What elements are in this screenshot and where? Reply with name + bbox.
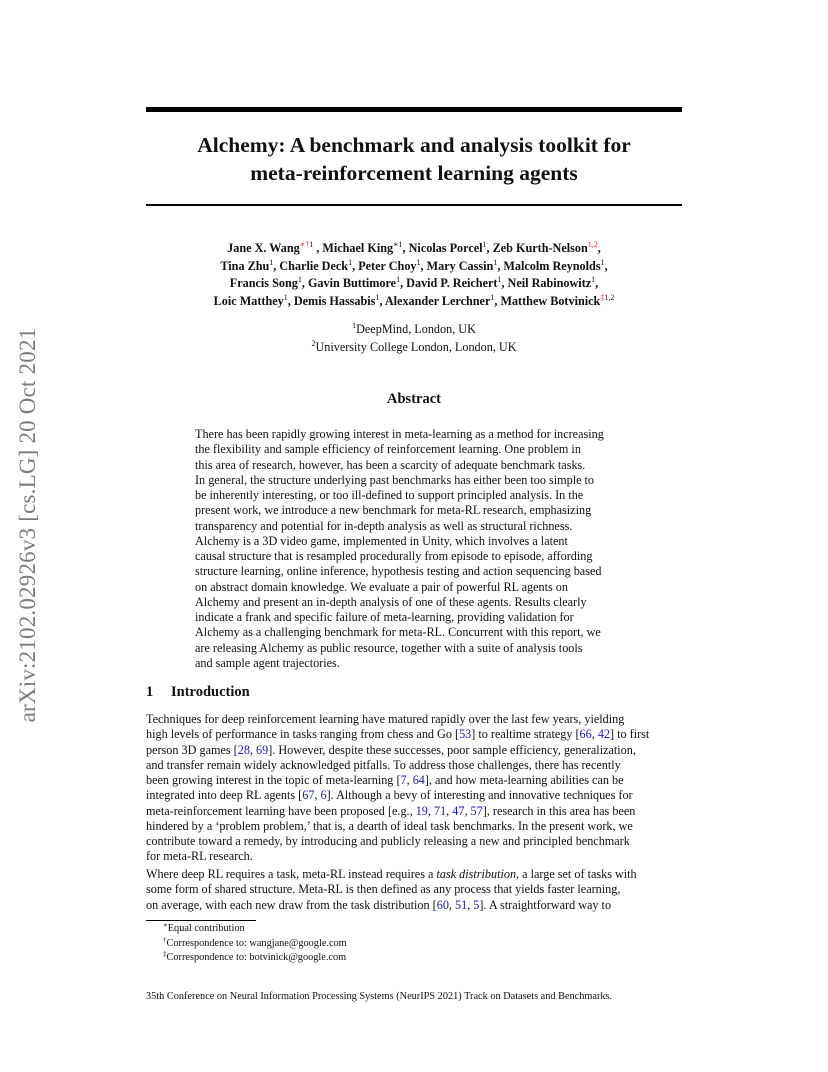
citation-link[interactable]: 42 [597,727,611,742]
author-affil-sup: 1 [482,240,487,249]
author-name: , Peter Choy [352,258,417,273]
text-line: and transfer remain widely acknowledged pitfalls. To address those challenges, there has recently [146,757,621,772]
abstract-body [195,427,635,671]
footnote-mark: † [163,935,167,944]
text-line: contribute toward a remedy, by introducing and publicly releasing a new and principled benchmark [146,834,630,848]
affil-sup: 1 [352,321,357,330]
author-name: , Mary Cassin [420,258,494,273]
text-span: , [446,803,453,818]
text-span: , [464,803,471,818]
text-span: , [406,773,413,787]
author-name: Tina Zhu [220,258,270,273]
footnotes [163,922,347,966]
abstract-line: be inherently interesting, or too ill-defined to support principled analysis. In the [195,488,584,502]
author-list [146,240,682,310]
text-line: Techniques for deep reinforcement learning have matured rapidly over the last few years, yielding [146,712,625,726]
affiliation-2 [146,339,682,357]
text-span: person 3D games [ [146,742,238,757]
abstract-line: structure learning, online inference, hypothesis testing and action sequencing based [195,564,602,579]
abstract-heading: Abstract [387,391,441,407]
arxiv-sidebar [0,290,56,760]
abstract-line: indicate a frank and specific failure of meta-learning, providing validation for [195,610,574,624]
title-rule-top [146,107,682,112]
text-line [146,898,682,913]
author-affil-sup: 1 [396,275,401,284]
author-affil-sup: 1 [348,257,353,267]
author-affil-sup: 1 [600,257,605,267]
author-affil-sup: 1 [591,275,596,284]
text-span: ]. Although a bevy of interesting and innovative techniques for [326,788,633,803]
abstract-line: causal structure that is resampled procedurally from episode to episode, affording [195,549,593,563]
paper-title [146,131,682,187]
text-line: some form of shared structure. Meta-RL is then defined as any process that yields faster learning, [146,882,621,897]
conference-note: 35th Conference on Neural Information Processing Systems (NeurIPS 2021) Track on Datasets and Benchmarks. [146,991,613,1002]
abstract-line: Alchemy is a 3D video game, implemented in Unity, which involves a latent [195,533,568,548]
citation-link[interactable]: 7 [400,773,407,787]
affiliation-1 [146,321,682,339]
abstract-line: In general, the structure underlying past benchmarks has either been too simple to [195,472,595,487]
abstract-line: are releasing Alchemy as public resource, together with a suite of analysis tools [195,640,583,655]
citation-link[interactable]: 60 [436,897,449,912]
author-name: , Alexander Lerchner [379,293,491,308]
text-line: hindered by a ‘problem problem,’ that is, a dearth of ideal task benchmarks. In the present work, we [146,818,633,833]
footnote-mark: ∗ [163,921,168,929]
author-name: , Neil Rabinowitz [501,276,592,290]
text-span: Where deep RL requires a task, meta-RL instead requires a [146,867,437,881]
abstract-line: present work, we introduce a new benchmark for meta-RL research, emphasizing [195,503,592,518]
section-heading-introduction [146,684,250,701]
emphasis: task distribution [436,867,517,881]
author-name: Loic Matthey [213,293,284,308]
citation-link[interactable]: 69 [256,742,269,757]
author-affil-sup: 1 [283,292,288,302]
author-name: Jane X. Wang [227,241,300,255]
author-affil-sup[interactable]: 1,2 [587,240,598,249]
author-affil-sup: 1 [416,257,421,267]
author-name: , Charlie Deck [273,258,349,273]
citation-link[interactable]: 71 [433,803,447,818]
text-line [146,867,682,882]
author-line-4 [146,293,682,311]
text-line [146,788,682,803]
citation-link[interactable]: 5 [473,897,480,912]
affil-sup: 2 [311,338,316,348]
author-line-2 [146,258,682,276]
citation-link[interactable]: 53 [459,727,472,742]
footnote [163,937,347,952]
affiliations [146,321,682,356]
author-name: , David P. Reichert [400,276,498,290]
author-name: , Gavin Buttimore [301,276,397,290]
footnote-mark: ‡ [163,950,167,958]
author-mark[interactable]: ∗† [299,240,310,249]
author-name: , Nicolas Porcel [402,241,483,255]
author-affil-sup: 1 [490,292,495,302]
citation-link[interactable]: 66 [579,727,592,742]
affil-text: DeepMind, London, UK [356,322,476,336]
author-name: , Matthew Botvinick [494,293,601,308]
footnote-text: Equal contribution [167,923,245,934]
citation-link[interactable]: 19 [415,803,428,818]
text-span: , [249,742,257,757]
text-line: for meta-RL research. [146,849,253,864]
author-affil-sup: 1,2 [604,292,615,302]
text-span: ] to first [610,727,650,742]
text-span: , [591,727,598,742]
text-span: ], and how meta-learning abilities can be [424,773,624,787]
abstract-line: Alchemy as a challenging benchmark for meta-RL. Concurrent with this report, we [195,625,601,640]
text-span: ]. However, despite these successes, poor sample efficiency, generalization, [268,742,636,757]
comma: , [595,276,599,290]
author-affil-sup: 1 [497,275,502,284]
section-title: Introduction [171,684,250,700]
abstract-line: and sample agent trajectories. [195,655,340,670]
author-name: , Zeb Kurth-Nelson [486,241,588,255]
text-span: , [314,788,321,803]
intro-paragraph-1 [146,712,682,865]
citation-link[interactable]: 64 [412,773,425,787]
citation-link[interactable]: 51 [455,897,468,912]
abstract-line: Alchemy and present an in-depth analysis of one of these agents. Results clearly [195,594,587,609]
footnote [163,922,347,937]
author-name: , Michael King [316,241,394,255]
text-span: , [467,897,474,912]
text-line [146,804,682,819]
text-line [146,743,682,758]
abstract-line: transparency and potential for in-depth analysis as well as structural richness. [195,518,573,533]
text-span: , a large set of tasks with [516,867,637,881]
author-mark[interactable]: ‡ [600,292,605,302]
author-affil-sup: 1 [493,257,498,267]
footnote [163,951,347,966]
citation-link[interactable]: 47 [452,803,465,818]
citation-link[interactable]: 67 [302,788,315,803]
author-affil-sup: 1 [375,292,380,302]
section-number: 1 [146,684,154,700]
author-name: Francis Song [229,276,298,290]
author-name: , Demis Hassabis [287,293,376,308]
footnote-text: Correspondence to: botvinick@google.com [166,952,347,963]
author-line-3 [146,275,682,293]
footnote-text: Correspondence to: wangjane@google.com [166,937,347,949]
author-affil-sup: 1 [309,240,314,249]
author-affil-sup: 1 [297,275,302,284]
abstract-line: this area of research, however, has been a scarcity of adequate benchmark tasks. [195,457,586,472]
citation-link[interactable]: 6 [320,788,327,803]
affil-text: University College London, London, UK [315,339,517,354]
comma: , [597,241,601,255]
text-span: integrated into deep RL agents [ [146,788,303,803]
citation-link[interactable]: 28 [237,742,250,757]
abstract-line: on abstract domain knowledge. We evaluate a pair of powerful RL agents on [195,579,568,594]
abstract-line: There has been rapidly growing interest in meta-learning as a method for increasing [195,427,604,441]
text-span: on average, with each new draw from the task distribution [ [146,897,437,912]
text-span: meta-reinforcement learning have been proposed [e.g., [146,803,416,818]
arxiv-identifier: arXiv:2102.02926v3 [cs.LG] 20 Oct 2021 [15,327,40,723]
comma: , [604,258,608,273]
text-line [146,727,682,742]
text-span: high levels of performance in tasks ranging from chess and Go [ [146,727,460,742]
intro-paragraph-2 [146,867,682,913]
title-line-2: meta-reinforcement learning agents [250,161,578,185]
title-rule-bottom [146,204,682,206]
text-span: ] to realtime strategy [ [471,727,580,742]
author-affil-sup: ∗1 [393,240,403,249]
text-line [146,773,682,788]
citation-link[interactable]: 57 [470,803,483,818]
abstract-line: the flexibility and sample efficiency of reinforcement learning. One problem in [195,442,581,457]
author-name: , Malcolm Reynolds [497,258,601,273]
text-span: , [448,897,455,912]
author-line-1 [146,240,682,258]
author-affil-sup: 1 [269,257,274,267]
text-span: , [427,803,434,818]
title-line-1: Alchemy: A benchmark and analysis toolkit for [197,133,631,157]
text-span: ], research in this area has been [482,803,636,818]
text-span: ]. A straightforward way to [479,897,612,912]
text-span: been growing interest in the topic of meta-learning [ [146,773,401,787]
